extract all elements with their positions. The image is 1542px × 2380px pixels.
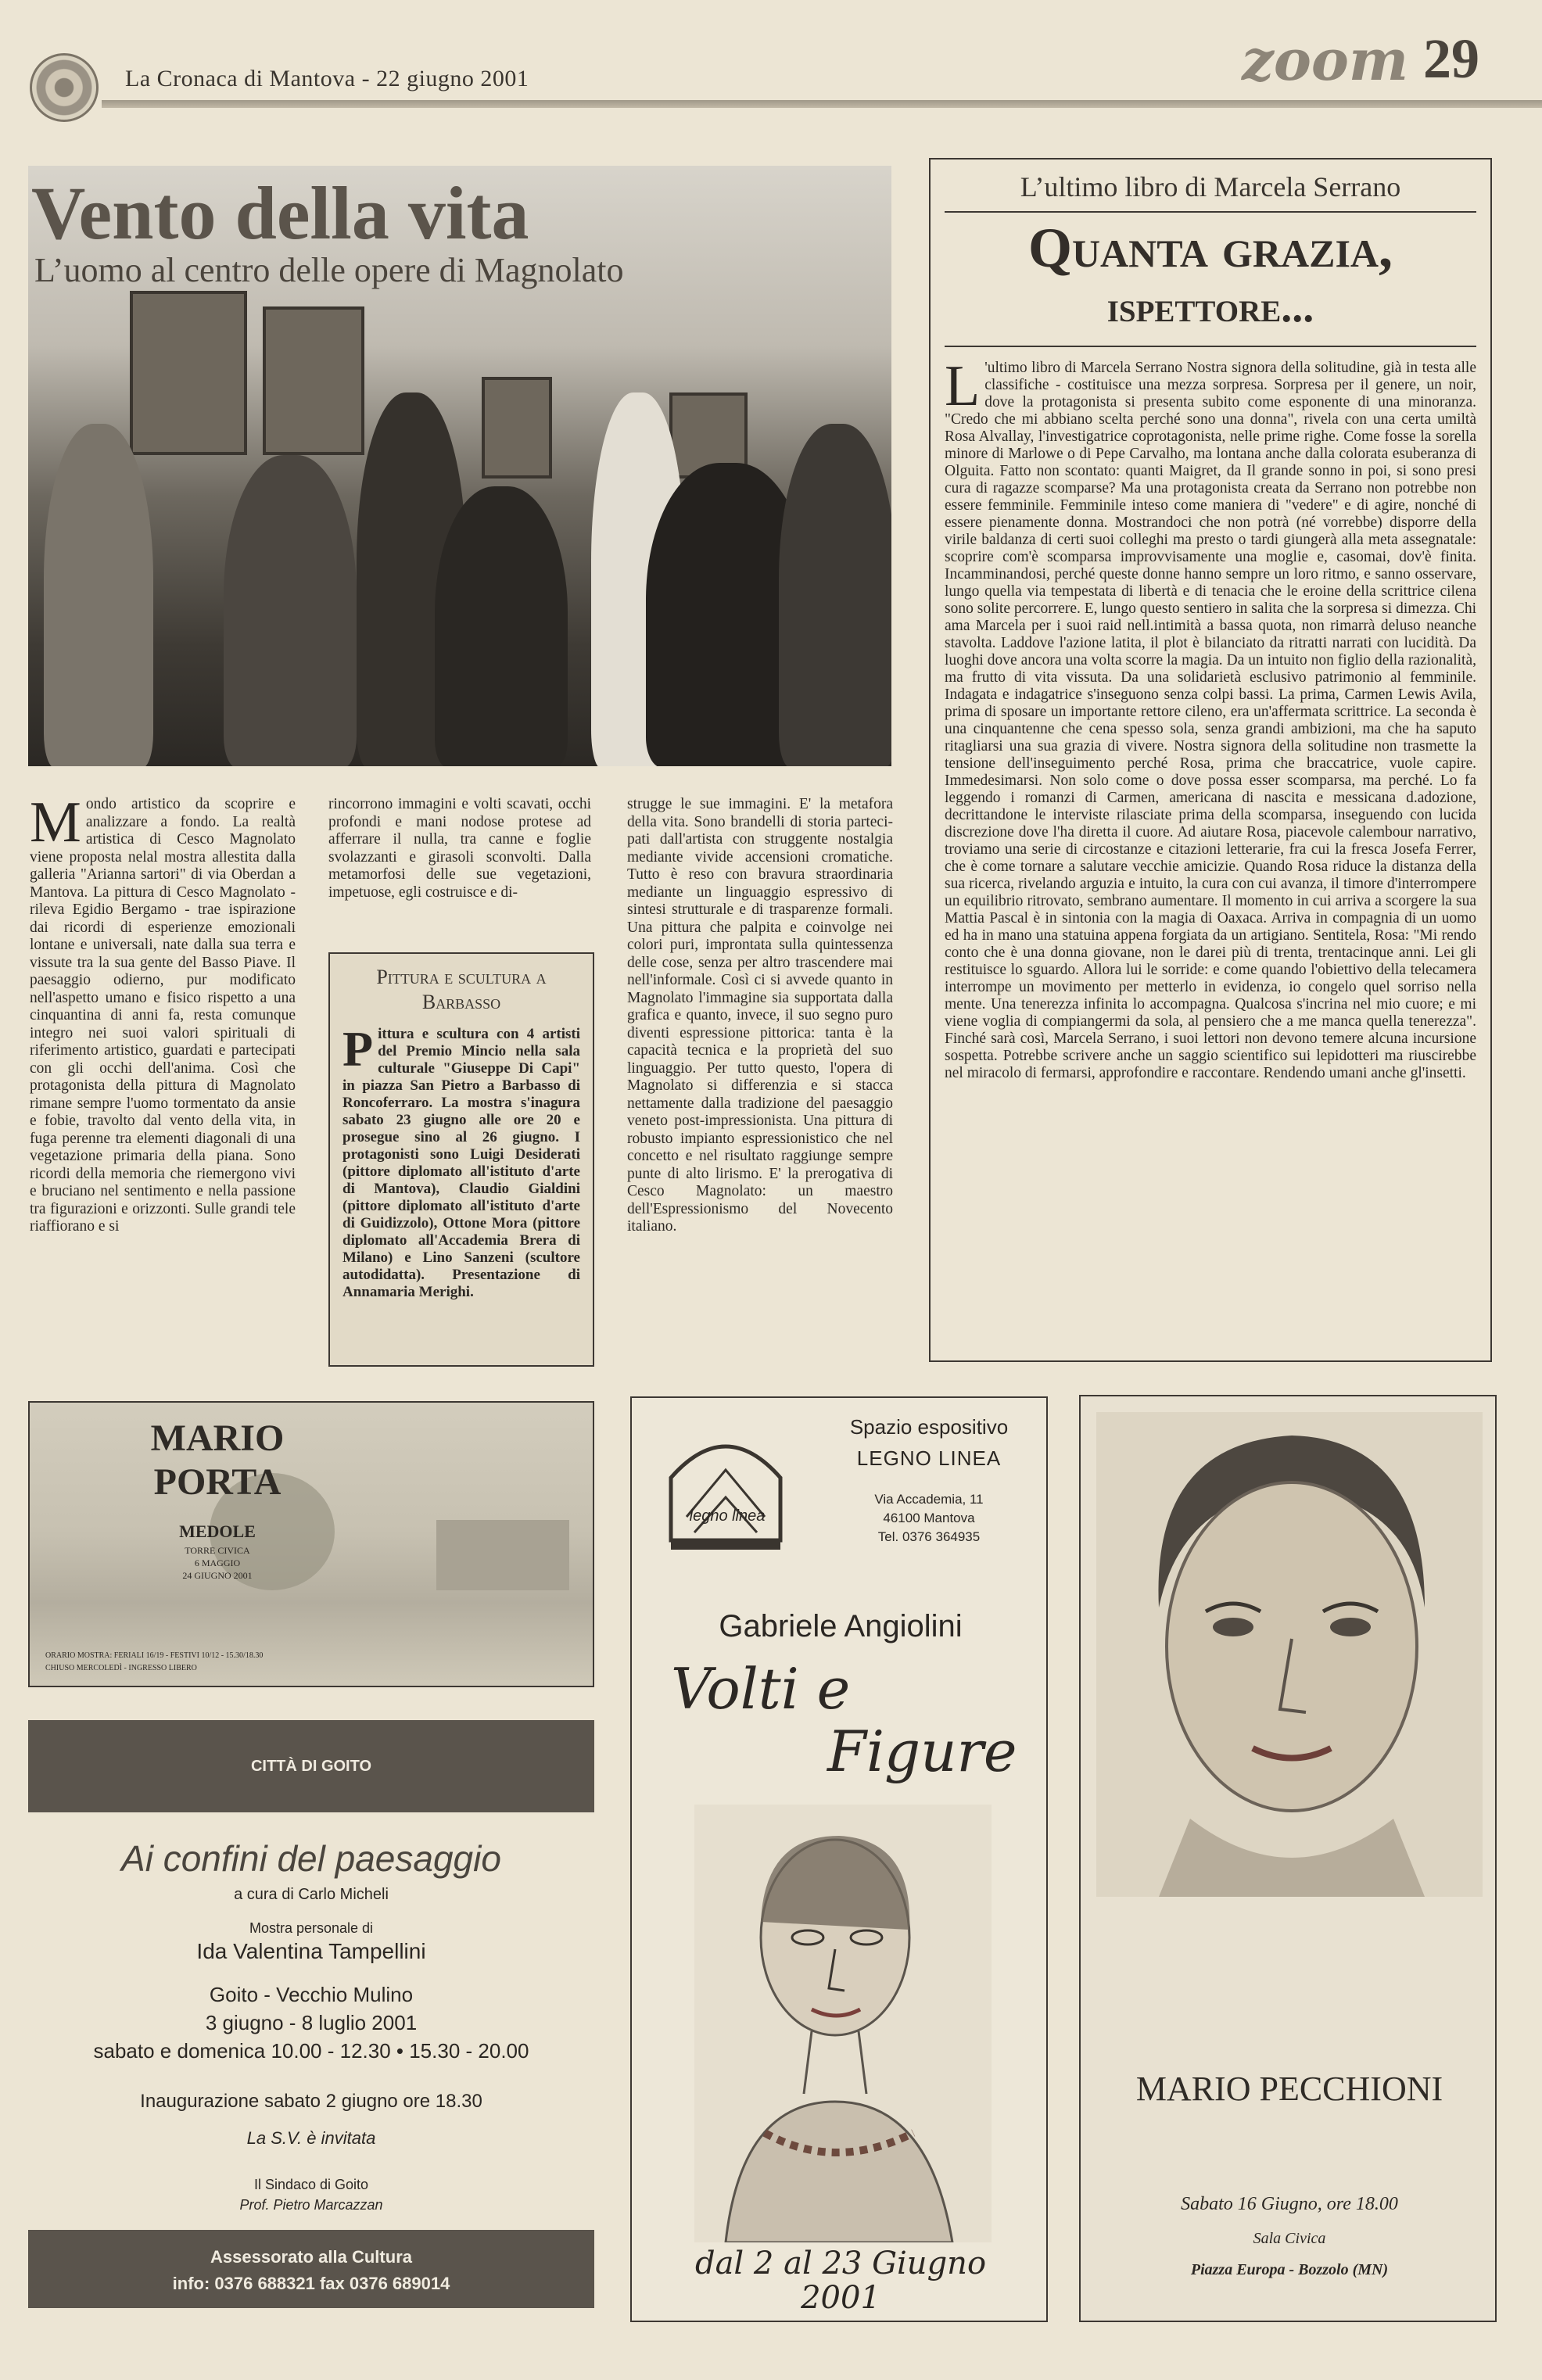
newspaper-seal-logo (30, 53, 99, 122)
porta-date-to: 24 GIUGNO 2001 (182, 1570, 253, 1581)
drop-cap: L (945, 360, 981, 418)
drop-cap: P (342, 1026, 374, 1077)
main-article-col2 (328, 796, 591, 925)
legno-address2: 46100 Mantova (883, 1511, 975, 1525)
sidebar-box (328, 952, 594, 1367)
angiolini-title-1: Volti e (671, 1656, 851, 1722)
ad-mario-pecchioni (1079, 1395, 1497, 2322)
sidebar-title: Pittura e scultura a Barbasso (376, 966, 547, 1013)
publication-name: La Cronaca di Mantova (125, 66, 356, 91)
porta-date-from: 6 MAGGIO (194, 1557, 241, 1568)
angiolini-dates-1: dal 2 al 23 Giugno (694, 2246, 987, 2281)
goito-mayor-name: Prof. Pietro Marcazzan (239, 2197, 383, 2213)
space-label: Spazio espositivo (849, 1415, 1009, 1439)
issue-date: 22 giugno 2001 (376, 66, 529, 91)
review-body (945, 360, 1476, 1329)
dateline-separator: - (361, 66, 371, 91)
goito-dates: 3 giugno - 8 luglio 2001 (205, 2011, 418, 2034)
goito-hours: sabato e domenica 10.00 - 12.30 • 15.30 - 20.00 (93, 2039, 529, 2063)
review-headline-line2: ispettore... (1106, 283, 1314, 332)
person-silhouette (435, 486, 568, 766)
pecchioni-date: Sabato 16 Giugno, ore 18.00 (1181, 2194, 1398, 2214)
legno-phone: Tel. 0376 364935 (877, 1529, 981, 1544)
main-article-col3 (627, 796, 893, 1375)
main-subheadline: L’uomo al centro delle opere di Magnolato (34, 251, 624, 289)
logo-text: legno linea (689, 1507, 766, 1525)
header-rule (102, 100, 1542, 108)
legno-address1: Via Accademia, 11 (874, 1492, 984, 1507)
angiolini-dates-2: 2001 (801, 2280, 880, 2316)
article-text: rincorrono immagini e volti scavati, occhi profondi e mani nodose protese ad afferrare il nulla, tra canne e foglie svolazzanti e girasoli sconvolti. Dalla metamorfosi delle sue vegetazioni, impetuose, egli costruisce e di- (328, 796, 591, 901)
painting-frame (130, 291, 247, 455)
person-silhouette (224, 455, 357, 766)
portrait-sketch (694, 1805, 992, 2242)
goito-contacts: info: 0376 688321 fax 0376 689014 (172, 2274, 450, 2293)
ad-mario-porta (28, 1401, 594, 1687)
angiolini-name: Gabriele Angiolini (719, 1609, 963, 1643)
pecchioni-place: Piazza Europa - Bozzolo (MN) (1190, 2261, 1389, 2278)
goito-title: Ai confini del paesaggio (121, 1838, 501, 1879)
goito-mayor-label: Il Sindaco di Goito (253, 2177, 369, 2192)
page-number: 29 (1423, 27, 1479, 90)
sidebar-text (342, 1026, 580, 1370)
porta-artist-last: PORTA (153, 1461, 282, 1503)
goito-venue: Goito - Vecchio Mulino (209, 1983, 414, 2006)
book-review-box (929, 158, 1492, 1362)
person-silhouette (779, 424, 891, 766)
ad-goito (28, 1720, 594, 2308)
pecchioni-venue: Sala Civica (1253, 2230, 1326, 2247)
drop-cap: M (30, 796, 81, 855)
headline-rule (945, 346, 1476, 347)
review-kicker: L’ultimo libro di Marcela Serrano (1020, 171, 1401, 203)
kicker-rule (945, 211, 1476, 213)
goito-curator: a cura di Carlo Micheli (234, 1886, 389, 1903)
space-name: LEGNO LINEA (856, 1446, 1002, 1470)
article-text: strugge le sue immagini. E' la metafora della vita. Sono brandelli di storia parteci-pati dall'artista con struggente nostalgia mediante vivide accensioni cromatiche. Tutto è reso con bravura straordinaria mediante un linguaggio espressivo di sintesi strutturale e di trasparenze formali. Una pittura che palpita e coinvolge nei colori puri, improntata sulla quintessenza delle cose, senza per altro trascendere mai nell'informale. Così ci si avvede quanto in Magnolato l'immagine sia supportata dalla grafica e quanto, invece, il suo segno puro diventi espressione pittorica: tanta è la capacità tecnica e la proprietà del suo linguaggio. Per tutto questo, l'opera di Magnolato si differenzia e si stacca nettamente dalla tradizione del paesaggio veneto post-impressionista. Una pittura di robusto impianto espressionistico che nel concetto e nel risultato raggiunge sempre punte di alto lirismo. E' la prerogativa di Cesco Magnolato: un maestro dell'Espressionismo del Novecento italiano. (627, 796, 893, 1235)
goito-artist: Ida Valentina Tampellini (196, 1939, 426, 1963)
porta-artist-first: MARIO (150, 1418, 285, 1459)
painting-frame (482, 377, 552, 479)
sidebar-body: ittura e scultura con 4 artisti del Premio Mincio nella sala culturale "Giuseppe Di Capi" in piazza San Pietro a Barbasso di Roncoferraro. La mostra s'inagura sabato 23 giugno alle ore 20 e prosegue sino al 26 giugno. I protagonisti sono Luigi Desiderati (pittore diplomato all'istituto d'arte di Mantova), Claudio Gialdini (pittore diplomato all'istituto d'arte di Guidizzolo), Ottone Mora (pittore diplomato all'Accademia Brera di Milano) e Lino Sanzeni (scultore autodidatta). Presentazione di Annamaria Merighi. (342, 1026, 580, 1300)
goito-opening: Inaugurazione sabato 2 giugno ore 18.30 (140, 2091, 482, 2112)
goito-bottom-band (28, 2230, 594, 2308)
ad-legno-linea (630, 1396, 1048, 2322)
farmhouse-shape (436, 1520, 569, 1590)
main-article-col1 (30, 796, 296, 1375)
portrait-painting (1096, 1412, 1483, 1897)
goito-department: Assessorato alla Cultura (210, 2247, 412, 2267)
goito-invited: La S.V. è invitata (246, 2128, 376, 2148)
pecchioni-name: MARIO PECCHIONI (1135, 2070, 1443, 2108)
porta-hours: ORARIO MOSTRA: FERIALI 16/19 - FESTIVI 10/12 - 15.30/18.30 (45, 1651, 264, 1660)
section-label: zoom (1242, 27, 1409, 93)
porta-venue: TORRE CIVICA (185, 1545, 250, 1556)
person-silhouette (44, 424, 153, 766)
porta-closed: CHIUSO MERCOLEDÌ - INGRESSO LIBERO (45, 1664, 197, 1672)
angiolini-title-2: Figure (827, 1719, 1017, 1784)
legno-linea-logo (655, 1423, 796, 1556)
header-dateline (125, 66, 672, 97)
review-headline-line1: Quanta grazia, (1027, 217, 1393, 279)
goito-top-band: CITTÀ DI GOITO (28, 1720, 594, 1812)
porta-place: MEDOLE (179, 1522, 256, 1541)
article-text: ondo artistico da scoprire e analizzare a fondo. La realtà artistica di Cesco Magnolato viene proposta nelal mostra allestita dalla galleria "Arianna sartori" di via Oberdan a Mantova. La pittura di Cesco Magnolato - rileva Egidio Bergamo - trae ispirazione dai ricordi di esperienze emozionali lontane e universali, nate dalla sua terra e vissute tra la sua gente del Basso Piave. Il paesaggio odierno, pur modificato nell'aspetto umano e fisico rispetto a una cinquantina di anni fa, resta comunque integro nei suoi valori spirituali di riferimento artistico, guardati e partecipati con gli occhi dell'anima. Così che protagonista della pittura di Magnolato rimane sempre l'uomo tormentato da ansie e fobie, travolto dal vento della vita, in fuga perenne tra elementi diagonali di una vegetazione primaria della piana. Sono ricordi della memoria che riemergono vivi e bruciano nel sentimento e nella passione tra figurazioni e orizzonti. Sulle grandi tele riaffiorano e si (30, 796, 296, 1235)
goito-show-label: Mostra personale di (249, 1920, 374, 1936)
main-headline: Vento della vita (31, 171, 529, 255)
review-text: 'ultimo libro di Marcela Serrano Nostra signora della solitudine, già in testa alle classifiche - costituisce una mezza sorpresa. Sorpresa per il genere, un noir, dove la protagonista si presenta subito come esponente di una minoranza. "Credo che mi abbiano scelta perché sono una donna", rivela con una certa umiltà Rosa Alvallay, l'investigatrice coprotagonista, nelle prime righe. Come fosse la sorella minore di Marlowe o di Pepe Carvalho, ma lontana anche dalla colorata esuberanza di Olguita. Fatto non scontato: quanti Maigret, da Il grande sonno in poi, si sono presi cura di ragazze scomparse? Ma una protagonista creata da Serrano non potrebbe non essere femminile. Femminile inteso come maniera di "vedere" e di agire, nonché di essere pienamente donna. Mostrandoci che non potrà (né vorrebbe) disporre della virile baldanza di certi suoi colleghi ma presto o tardi giungerà alla meta assegnatale: scoprire com'è scomparsa improvvisamente una moglie e, casomai, dov'è finita. Incamminandosi, perché queste donne hanno sempre un loro ritmo, e sanno osservare, lungo quella via tempestata di libertà e di tenacia che le eroine della scrittrice cilena sono solite percorrere. E, lungo questo sentiero in salita che la sorpresa si dimezza. Chi ama Marcela per i suoi raid nell.intimità a bassa quota, non rimarrà deluso neanche stavolta. Laddove l'azione latita, il plot è bilanciato da ritratti narrati con lucidità. Da luoghi dove ancora una volta scorre la magia. Da un intuito non figlio della razionalità, ma frutto di vita vissuta. Da una solidarietà esclusivo patrimonio al femminile. Indagata e indagatrice s'inseguono senza colpi bassi. La prima, Carmen Lewis Avila, prima di sposare un importante rettore cileno, era un'affermata scrittrice. La seconda è una cinquantenne che cena spesso sola, senza grandi ambizioni, ma che ha saputo ritagliarsi una sua grazia di vivere. Nostra signora della solitudine non trasmette la tensione dell'inseguimento perché Rosa, prima che braccatrice, vuole capire. Immedesimarsi. Non solo come o dove possa esser scomparsa, ma perché. Lo fa leggendo i romanzi di Carmen, americana di nascita e messicana d.adozione, decrittandone le interviste rilasciate prima della scomparsa, inseguendo con lucida discrezione dove l'ha diretta il cuore. Ad aiutare Rosa, piacevole calembour narrativo, troviamo una serie di circostanze e citazioni letterarie, fra cui la fresca Josefa Ferrer, che è come tornare a salutare vecchie amicizie. Quando Rosa riduce la distanza della sua ricerca, rivelando arguzia e intuito, la cura con cui avanza, il timore d'interrompere un equilibrio ritrovato, sembrano aumentare. Il momento in cui arriva a scorgere la sua Mattia Pascal è in sintonia con la magia di Oaxaca. Arriva in compagnia di un uomo ed ha in mano una statuina appena forgiata da un artigiano. Sentitela, Rosa: "Mi rendo conto che è una donna giovane, non le darei più di trenta, trentacinque anni. Lei gli restituisce lo sguardo. Allora lui le sorride: e come quando l'obiettivo della telecamera interrompe un movimento per metterlo in evidenza, io congelo quel sorriso nella mente. Una tenerezza infinita lo accompagna. Qualcosa s'incrina nel mio cuore; e mi viene voglia di compiangermi da sola, al pensiero che a me manca quella tenerezza". Finché sarà così, Marcela Serrano, i suoi lettori non devono temere alcuna incursione sospetta. Potrebbe scrivere anche un saggio scientifico sui lepidotteri ma riuscirebbe nel miracolo di fermarsi, approfondire e raccontare. Rendendo umani anche gl'insetti. (945, 360, 1476, 1081)
painting-frame (263, 306, 364, 455)
